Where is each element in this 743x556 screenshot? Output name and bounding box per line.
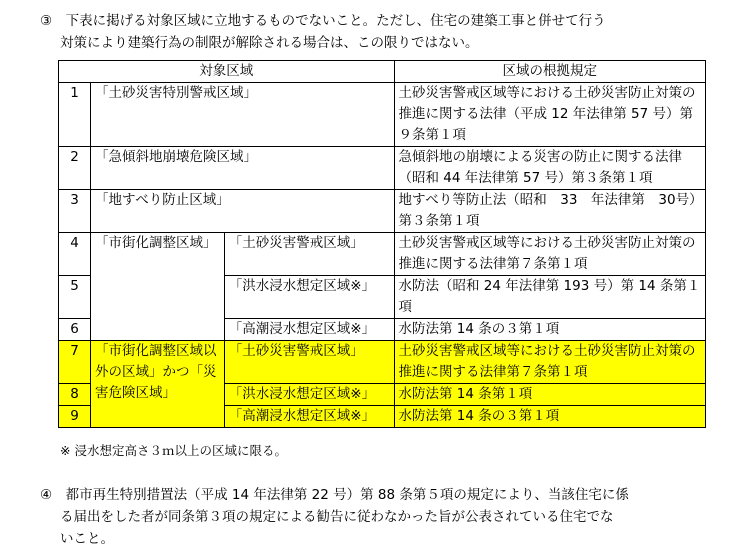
requirement-3-paragraph — [38, 10, 718, 54]
requirement-4-paragraph — [38, 484, 718, 550]
row-number: 5 — [59, 276, 91, 319]
header-legal-basis: 区域の根拠規定 — [394, 61, 706, 83]
basis-cell: 急傾斜地の崩壊による災害の防止に関する法律（昭和 44 年法律第 57 号）第３条第１項 — [394, 147, 706, 190]
basis-cell: 水防法第 14 条の３第１項 — [394, 319, 706, 341]
basis-cell: 土砂災害警戒区域等における土砂災害防止対策の推進に関する法律第７条第１項 — [394, 233, 706, 276]
basis-cell: 水防法第 14 条の３第１項 — [394, 406, 706, 428]
requirement-3-line-2: 対策により建築行為の制限が解除される場合は、この限りではない。 — [60, 35, 479, 51]
row-number: 7 — [59, 341, 91, 384]
requirement-4-line-2: る届出をした者が同条第３項の規定による勧告に従わなかった旨が公表されている住宅でな — [60, 509, 614, 525]
basis-cell: 地すべり等防止法（昭和 33 年法律第 30号）第３条第１項 — [394, 190, 706, 233]
row-number: 3 — [59, 190, 91, 233]
requirement-4-line-1: ④ 都市再生特別措置法（平成 14 年法律第 22 号）第 88 条第５項の規定により、当該住宅に係 — [40, 487, 629, 503]
requirement-4-line-3: いこと。 — [60, 531, 114, 547]
area-cell: 「急傾斜地崩壊危険区域」 — [90, 147, 394, 190]
row-number: 9 — [59, 406, 91, 428]
group-cell: 「市街化調整区域」 — [90, 233, 224, 341]
header-target-area: 対象区域 — [59, 61, 395, 83]
basis-cell: 水防法第 14 条第１項 — [394, 384, 706, 406]
area-cell: 「土砂災害警戒区域」 — [224, 341, 394, 384]
area-cell: 「洪水浸水想定区域※」 — [224, 276, 394, 319]
requirement-3-line-1: ③ 下表に掲げる対象区域に立地するものでないこと。ただし、住宅の建築工事と併せて行う — [40, 13, 606, 29]
table-row — [59, 190, 706, 233]
area-cell: 「高潮浸水想定区域※」 — [224, 319, 394, 341]
basis-cell: 土砂災害警戒区域等における土砂災害防止対策の推進に関する法律第７条第１項 — [394, 341, 706, 384]
table-footnote: ※ 浸水想定高さ３ｍ以上の区域に限る。 — [60, 443, 287, 458]
row-number: 2 — [59, 147, 91, 190]
area-cell: 「土砂災害特別警戒区域」 — [90, 83, 394, 147]
basis-cell: 水防法（昭和 24 年法律第 193 号）第 14 条第１項 — [394, 276, 706, 319]
table-row — [59, 233, 706, 276]
area-cell: 「洪水浸水想定区域※」 — [224, 384, 394, 406]
table-header-row — [59, 61, 706, 83]
table-row — [59, 147, 706, 190]
group-cell: 「市街化調整区域以外の区域」かつ「災害危険区域」 — [90, 341, 224, 428]
row-number: 1 — [59, 83, 91, 147]
row-number: 6 — [59, 319, 91, 341]
area-cell: 「地すべり防止区域」 — [90, 190, 394, 233]
area-cell: 「高潮浸水想定区域※」 — [224, 406, 394, 428]
table-row — [59, 341, 706, 384]
table-row — [59, 83, 706, 147]
target-area-table — [58, 60, 706, 428]
row-number: 4 — [59, 233, 91, 276]
basis-cell: 土砂災害警戒区域等における土砂災害防止対策の推進に関する法律（平成 12 年法律第 57 号）第９条第１項 — [394, 83, 706, 147]
row-number: 8 — [59, 384, 91, 406]
area-cell: 「土砂災害警戒区域」 — [224, 233, 394, 276]
